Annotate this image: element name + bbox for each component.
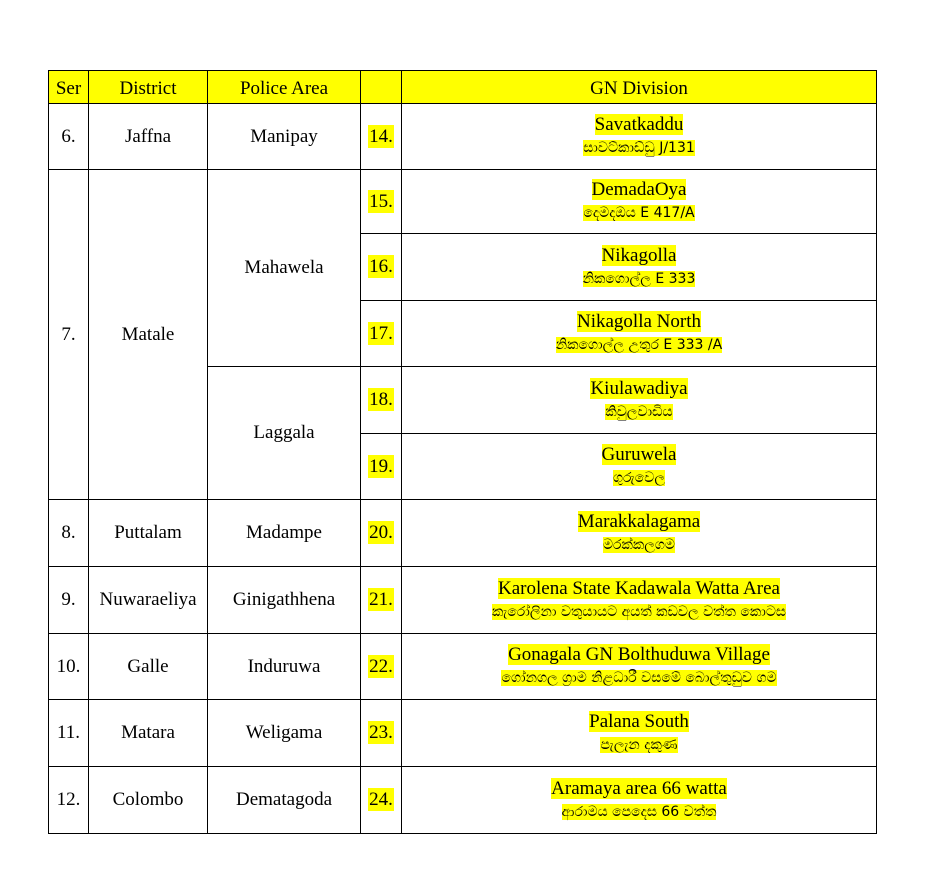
gn-name-sinhala: නිකගොල්ල උතුර E 333 /A — [555, 337, 723, 353]
district-cell: Matara — [89, 700, 208, 767]
header-district: District — [89, 71, 208, 104]
gn-name-sinhala: කිවුලවාඩිය — [605, 403, 673, 420]
gn-name-english: Nikagolla North — [576, 311, 701, 332]
number-cell — [361, 500, 402, 567]
ser-cell: 7. — [49, 170, 89, 500]
gn-name-english: Savatkaddu — [594, 114, 684, 135]
ser-cell: 10. — [49, 634, 89, 700]
gn-division-cell — [402, 367, 877, 434]
district-cell: Nuwaraeliya — [89, 567, 208, 634]
police-area-cell: Dematagoda — [208, 767, 361, 834]
number-cell — [361, 634, 402, 700]
number-cell — [361, 700, 402, 767]
gn-division-cell — [402, 170, 877, 234]
gn-name-english: Marakkalagama — [577, 510, 701, 532]
gn-name-sinhala: පැලැන දකුණ — [600, 736, 678, 753]
police-area-cell: Manipay — [208, 104, 361, 170]
table-row — [49, 700, 877, 767]
table-row — [49, 500, 877, 567]
ser-cell: 11. — [49, 700, 89, 767]
number-badge: 21. — [369, 589, 393, 610]
number-cell — [361, 567, 402, 634]
district-cell: Galle — [89, 634, 208, 700]
police-area-cell: Laggala — [208, 367, 361, 500]
gn-name-sinhala: නිකගොල්ල E 333 — [582, 270, 696, 287]
gn-name-english: Aramaya area 66 watta — [551, 777, 727, 799]
ser-cell: 6. — [49, 104, 89, 170]
district-cell: Matale — [89, 170, 208, 500]
header-police-area: Police Area — [208, 71, 361, 104]
number-badge: 22. — [369, 655, 393, 677]
number-cell — [361, 367, 402, 434]
number-cell — [361, 767, 402, 834]
header-ser: Ser — [49, 71, 89, 104]
gn-name-sinhala: සාවට්කාඩ්ඩු J/131 — [583, 140, 695, 156]
gn-division-cell — [402, 634, 877, 700]
number-cell — [361, 301, 402, 367]
number-cell — [361, 170, 402, 234]
gn-name-sinhala: දෙමදඔය E 417/A — [583, 205, 695, 221]
police-area-cell: Madampe — [208, 500, 361, 567]
police-area-cell: Mahawela — [208, 170, 361, 367]
number-badge: 19. — [369, 455, 393, 477]
gn-name-sinhala: ගුරුවෙල — [613, 470, 665, 486]
header-row — [49, 71, 877, 104]
number-badge: 20. — [369, 522, 393, 543]
table-row — [49, 767, 877, 834]
number-badge: 16. — [369, 256, 393, 277]
gn-name-english: Kiulawadiya — [590, 377, 688, 399]
ser-cell: 8. — [49, 500, 89, 567]
district-cell: Colombo — [89, 767, 208, 834]
gn-name-sinhala: කැරෝලිනා වතුයායට අයත් කඩවල වත්ත කොටස — [491, 603, 786, 620]
table-row — [49, 567, 877, 634]
gn-name-english: Gonagala GN Bolthuduwa Village — [508, 644, 770, 665]
number-badge: 24. — [369, 789, 393, 810]
number-badge: 17. — [369, 322, 393, 344]
police-area-cell: Ginigathhena — [208, 567, 361, 634]
gn-division-cell — [402, 767, 877, 834]
header-gn-division: GN Division — [402, 71, 877, 104]
gn-name-english: Guruwela — [601, 444, 677, 465]
gn-division-cell — [402, 104, 877, 170]
gn-division-cell — [402, 700, 877, 767]
gn-name-sinhala: මරක්කලගම — [602, 536, 676, 553]
gn-division-cell — [402, 567, 877, 634]
number-badge: 18. — [369, 389, 393, 410]
number-cell — [361, 234, 402, 301]
ser-cell: 12. — [49, 767, 89, 834]
number-badge: 14. — [369, 125, 393, 147]
gn-name-sinhala: ගෝනගල ග්‍රාම නිළධාරී වසමේ බොල්තුඩුව ගම — [501, 670, 777, 686]
table-row — [49, 104, 877, 170]
gn-name-english: Karolena State Kadawala Watta Area — [498, 577, 780, 599]
gn-division-cell — [402, 234, 877, 301]
gn-name-english: DemadaOya — [591, 179, 687, 200]
number-badge: 23. — [369, 722, 393, 743]
number-cell — [361, 434, 402, 500]
gn-name-english: Palana South — [589, 710, 689, 732]
table-row — [49, 170, 877, 234]
gn-division-cell — [402, 301, 877, 367]
district-cell: Jaffna — [89, 104, 208, 170]
gn-name-english: Nikagolla — [601, 244, 677, 266]
gn-name-sinhala: ආරාමය පෙදෙස 66 වත්ත — [561, 803, 717, 820]
police-area-cell: Induruwa — [208, 634, 361, 700]
number-badge: 15. — [369, 190, 393, 212]
table-row — [49, 634, 877, 700]
gn-division-cell — [402, 434, 877, 500]
header-number — [361, 71, 402, 104]
number-cell — [361, 104, 402, 170]
district-cell: Puttalam — [89, 500, 208, 567]
ser-cell: 9. — [49, 567, 89, 634]
police-area-cell: Weligama — [208, 700, 361, 767]
gn-division-cell — [402, 500, 877, 567]
gn-division-table — [48, 70, 877, 834]
